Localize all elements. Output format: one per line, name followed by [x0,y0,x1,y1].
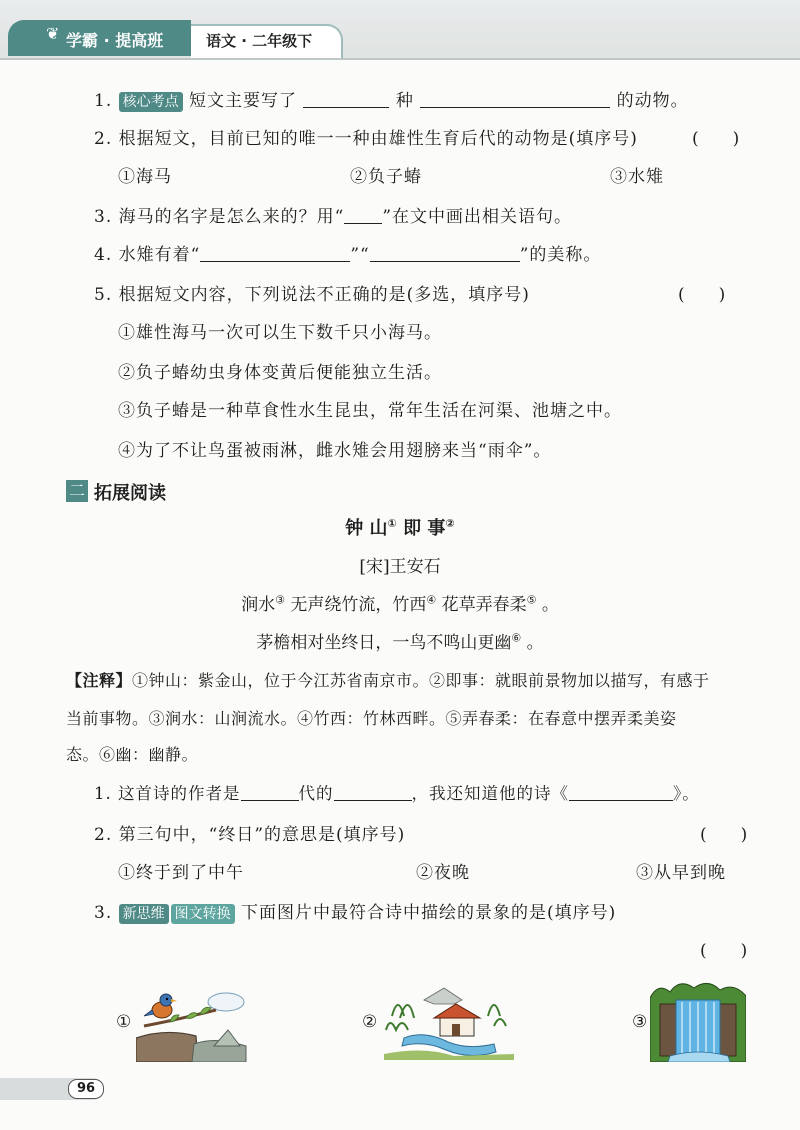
page-header [0,0,800,58]
poem-text: 。 [521,633,544,653]
p2q3-text: 下面图片中最符合诗中描绘的景象的是(填序号) [241,903,617,923]
leaf-icon: ❦ [46,24,60,43]
p2q2-option-2: ②夜晚 [416,863,470,883]
q3-text-a: 3. 海马的名字是怎么来的？用“ [94,207,345,227]
note-ref: ② [445,517,455,530]
p2-question-3 [94,898,616,924]
answer-blank[interactable] [569,782,673,801]
answer-blank[interactable] [420,89,610,108]
new-thinking-tag: 新思维 [119,904,169,924]
bird-on-branch-picture[interactable] [136,980,252,1062]
waterfall-picture[interactable] [650,978,746,1062]
brand-title: 学霸 · 提高班 [66,31,164,50]
q3-text-b: ”在文中画出相关语句。 [382,207,573,227]
answer-blank[interactable] [241,782,299,801]
q2-option-3: ③水雉 [610,167,664,187]
poem-title-b: 即 事 [396,518,446,539]
p2q1-text-b: 代的 [298,784,334,803]
question-number: 1. [94,91,113,111]
question-2: 2. 根据短文，目前已知的唯一一种由雄性生育后代的动物是(填序号) [94,129,638,149]
answer-blank[interactable] [200,243,350,262]
underline-sample [344,205,382,224]
p2-question-2: 2. 第三句中，“终日”的意思是(填序号) [94,825,406,845]
question-number: 3. [94,903,113,923]
poem-text: 。 [536,595,559,615]
q2-option-1: ①海马 [118,167,172,187]
q2-option-2: ②负子蝽 [350,167,422,187]
poem-title [0,514,800,540]
p2q2-option-1: ①终于到了中午 [118,863,244,883]
section-title: 拓展阅读 [94,483,166,504]
q1-text-a: 短文主要写了 [189,91,298,111]
q5-option-4: ④为了不让鸟蛋被雨淋，雌水雉会用翅膀来当“雨伞”。 [118,441,552,461]
poem-author: [宋]王安石 [359,557,441,577]
poem-text: 无声绕竹流，竹西 [284,595,427,615]
q1-text-c: 的动物。 [616,91,689,111]
notes-line-3: 态。⑥幽：幽静。 [66,745,199,764]
q5-option-1: ①雄性海马一次可以生下数千只小海马。 [118,323,442,343]
p2q1-text-a: 1. 这首诗的作者是 [94,784,241,803]
answer-paren[interactable]: ( ) [678,285,726,305]
poem-text: 花草弄春柔 [436,595,527,615]
question-4 [94,240,601,265]
p2q1-text-c: ，我还知道他的诗《 [411,784,569,803]
note-ref: ③ [275,593,285,607]
notes-label: 【注释】 [66,671,133,690]
question-1 [94,86,689,112]
p2q1-text-d: 》。 [673,784,700,803]
answer-paren[interactable]: ( ) [700,825,748,845]
p2-question-1 [94,780,700,804]
house-by-stream-picture[interactable] [384,986,514,1060]
answer-blank[interactable] [370,243,520,262]
q1-text-b: 种 [395,91,414,111]
note-ref: ⑥ [511,631,522,645]
answer-blank[interactable] [334,782,412,801]
answer-paren[interactable]: ( ) [692,129,740,149]
poem-line-1 [0,590,800,615]
note-ref: ① [387,517,397,530]
answer-paren[interactable]: ( ) [700,941,748,961]
note-ref: ④ [426,593,437,607]
subject-title: 语文 · 二年级下 [206,32,313,50]
poem-text: 茅檐相对坐终日，一鸟不鸣山更幽 [256,633,512,653]
note-ref: ⑤ [526,593,537,607]
core-point-tag: 核心考点 [119,92,183,112]
pic-label-2: ② [362,1012,379,1032]
poem-title-a: 钟 山 [345,518,388,539]
pic-label-3: ③ [632,1012,649,1032]
poem-text: 涧水 [241,595,276,615]
notes-line-2: 当前事物。③涧水：山涧流水。④竹西：竹林西畔。⑤弄春柔：在春意中摆弄柔美姿 [66,709,677,728]
question-3 [94,202,572,227]
q4-text-b: ”“ [350,245,370,265]
q4-text-a: 4. 水雉有着“ [94,245,201,265]
pic-label-1: ① [116,1012,133,1032]
poem-line-2 [0,628,800,653]
q5-option-3: ③负子蝽是一种草食性水生昆虫，常年生活在河渠、池塘之中。 [118,401,622,421]
question-5: 5. 根据短文内容，下列说法不正确的是(多选，填序号) [94,285,530,305]
image-text-tag: 图文转换 [171,904,235,924]
notes-text: ①钟山：紫金山，位于今江苏省南京市。②即事：就眼前景物加以描写，有感于 [132,671,710,690]
notes-line-1 [66,668,710,691]
q5-option-2: ②负子蝽幼虫身体变黄后便能独立生活。 [118,363,442,383]
answer-blank[interactable] [303,89,389,108]
p2q2-option-3: ③从早到晚 [636,863,726,883]
page-number: 96 [68,1079,104,1099]
q4-text-c: ”的美称。 [519,245,602,265]
section-number-icon: 二 [66,480,88,502]
